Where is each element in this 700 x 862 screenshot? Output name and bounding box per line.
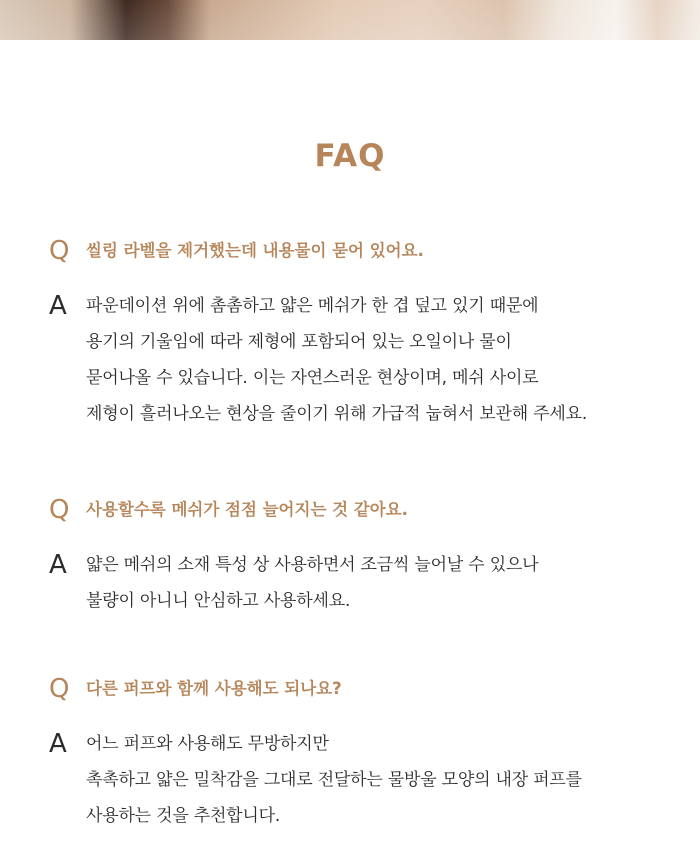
- answer-line: 묻어나올 수 있습니다. 이는 자연스러운 현상이며, 메쉬 사이로: [86, 368, 539, 388]
- faq-item: [0, 485, 700, 670]
- answer-line: 불량이 아니니 안심하고 사용하세요.: [86, 591, 351, 611]
- answer-line: 사용하는 것을 추천합니다.: [86, 806, 281, 826]
- hero-image-shade: [0, 0, 700, 40]
- faq-title: FAQ: [314, 138, 386, 174]
- faq-question: 씰링 라벨을 제거했는데 내용물이 묻어 있어요.: [86, 241, 424, 260]
- faq-answer: [86, 547, 700, 619]
- question-marker: Q: [49, 495, 70, 525]
- question-marker: Q: [49, 674, 70, 704]
- answer-line: 제형이 흘러나오는 현상을 줄이기 위해 가급적 눕혀서 보관해 주세요.: [86, 404, 588, 424]
- faq-item: [0, 670, 700, 860]
- answer-marker: A: [49, 729, 67, 759]
- faq-question-row: [0, 497, 700, 523]
- faq-list: [0, 232, 700, 860]
- faq-item: [0, 232, 700, 485]
- answer-line: 용기의 기울임에 따라 제형에 포함되어 있는 오일이나 물이: [86, 332, 512, 352]
- answer-marker: A: [49, 291, 67, 321]
- faq-answer-row: [0, 547, 700, 619]
- faq-answer-row: [0, 726, 700, 834]
- faq-question-row: [0, 676, 700, 702]
- answer-line: 파운데이션 위에 촘촘하고 얇은 메쉬가 한 겹 덮고 있기 때문에: [86, 296, 539, 316]
- faq-answer: [86, 288, 700, 432]
- answer-line: 촉촉하고 얇은 밀착감을 그대로 전달하는 물방울 모양의 내장 퍼프를: [86, 770, 582, 790]
- faq-question: 다른 퍼프와 함께 사용해도 되나요?: [86, 679, 342, 698]
- answer-line: 얇은 메쉬의 소재 특성 상 사용하면서 조금씩 늘어날 수 있으나: [86, 555, 539, 575]
- answer-marker: A: [49, 550, 67, 580]
- faq-answer: [86, 726, 700, 834]
- faq-question-row: [0, 238, 700, 264]
- answer-line: 어느 퍼프와 사용해도 무방하지만: [86, 734, 329, 754]
- question-marker: Q: [49, 236, 70, 266]
- faq-answer-row: [0, 288, 700, 432]
- hero-image: [0, 0, 700, 40]
- faq-question: 사용할수록 메쉬가 점점 늘어지는 것 같아요.: [86, 500, 408, 519]
